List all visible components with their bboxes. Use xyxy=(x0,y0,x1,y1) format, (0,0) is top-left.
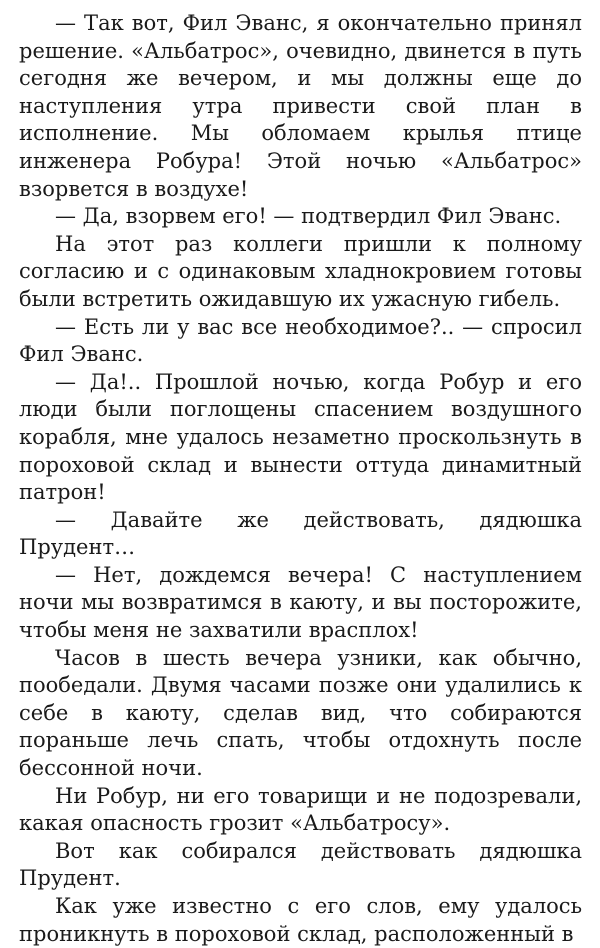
paragraph-9: Ни Робур, ни его товарищи и не подозревали, какая опасность грозит «Альбатросу». xyxy=(19,783,582,836)
paragraph-1: — Так вот, Фил Эванс, я окончательно принял решение. «Альбатрос», очевидно, двинется в путь сегодня же вечером, и мы должны еще до наступления утра привести свой план в исполнение. Мы обломаем крылья птице инженера Робура! Этой ночью «Альбатрос» взорвется в воздухе! xyxy=(19,11,582,201)
paragraph-2: — Да, взорвем его! — подтвердил Фил Эванс. xyxy=(55,204,562,229)
paragraph-7: — Нет, дождемся вечера! С наступлением ночи мы возвратимся в каюту, и вы посторожите, чтобы меня не захватили врасплох! xyxy=(19,562,582,643)
paragraph-3: На этот раз коллеги пришли к полному согласию и с одинаковым хладнокровием готовы были встретить ожидавшую их ужасную гибель. xyxy=(19,231,582,311)
paragraph-10: Вот как собирался действовать дядюшка Прудент. xyxy=(19,838,582,891)
paragraph-8: Часов в шесть вечера узники, как обычно, пообедали. Двумя часами позже они удалились к себе в каюту, сделав вид, что собираются пораньше лечь спать, чтобы отдохнуть после бессонной ночи. xyxy=(19,645,582,781)
paragraph-4: — Есть ли у вас все необходимое?.. — спросил Фил Эванс. xyxy=(19,314,582,367)
paragraph-5: — Да!.. Прошлой ночью, когда Робур и его люди были поглощены спасением воздушного корабля, мне удалось незаметно проскользнуть в пороховой склад и вынести оттуда динамитный патрон! xyxy=(19,369,582,505)
paragraph-11: Как уже известно с его слов, ему удалось проникнуть в пороховой склад, расположенный в xyxy=(19,894,582,946)
paragraph-6: — Давайте же действовать, дядюшка Прудент… xyxy=(19,507,582,560)
